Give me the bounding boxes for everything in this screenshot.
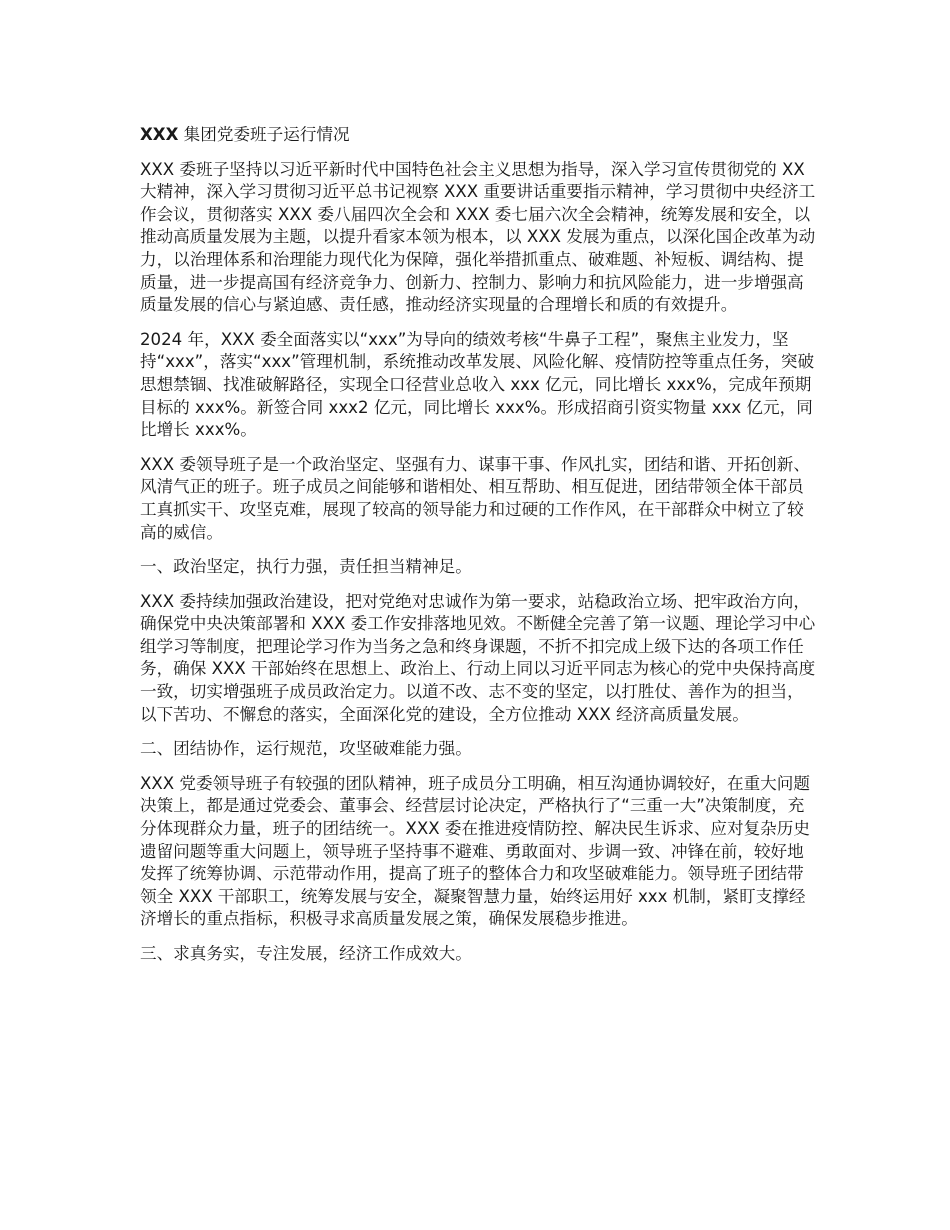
title-text: 集团党委班子运行情况 xyxy=(178,125,350,144)
document-title xyxy=(140,124,820,147)
paragraph-political: XXX 委持续加强政治建设，把对党绝对忠诚作为第一要求，站稳政治立场、把牢政治方向，确保党中央决策部署和 XXX 委工作安排落地见效。不断健全完善了第一议题、理论学习中心组学习等制度，把理论学习作为当务之急和终身课题，不折不扣完成上级下达的各项工作任务，确保 XXX 干部始终在思想上、政治上、行动上同以习近平同志为核心的党中央保持高度一致，切实增强班子成员政治定力。以道不改、志不变的坚定，以打胜仗、善作为的担当，以下苦功、不懈怠的落实，全面深化党的建设，全方位推动 XXX 经济高质量发展。 xyxy=(140,591,816,724)
section-heading-3: 三、求真务实，专注发展，经济工作成效大。 xyxy=(140,944,472,963)
paragraph-teamwork: XXX 党委领导班子有较强的团队精神，班子成员分工明确，相互沟通协调较好，在重大问题决策上，都是通过党委会、董事会、经营层讨论决定，严格执行了“三重一大”决策制度，充分体现群众力量，班子的团结统一。XXX 委在推进疫情防控、解决民生诉求、应对复杂历史遗留问题等重大问题上，领导班子坚持事不避难、勇敢面对、步调一致、冲锋在前，较好地发挥了统筹协调、示范带动作用，提高了班子的整体合力和攻坚破难能力。领导班子团结带领全 XXX 干部职工，统筹发展与安全，凝聚智慧力量，始终运用好 xxx 机制，紧盯支撑经济增长的重点指标，积极寻求高质量发展之策，确保发展稳步推进。 xyxy=(140,773,810,929)
section-heading-2: 二、团结协作，运行规范，攻坚破难能力强。 xyxy=(140,739,472,759)
paragraph-performance: 2024 年，XXX 委全面落实以“xxx”为导向的绩效考核“牛鼻子工程”，聚焦主业发力，坚持“xxx”，落实“xxx”管理机制，系统推动改革发展、风险化解、疫情防控等重点任务，突破思想禁锢、找准破解路径，实现全口径营业总收入 xxx 亿元，同比增长 xxx%，完成年预期目标的 xxx%。新签合同 xxx2 亿元，同比增长 xxx%。形成招商引资实物量 xxx 亿元，同比增长 xxx%。 xyxy=(140,329,815,440)
section-heading-1: 一、政治坚定，执行力强，责任担当精神足。 xyxy=(140,557,472,577)
document-body xyxy=(140,124,820,978)
title-prefix: XXX xyxy=(140,125,179,144)
paragraph-leadership: XXX 委领导班子是一个政治坚定、坚强有力、谋事干事、作风扎实，团结和谐、开拓创新、风清气正的班子。班子成员之间能够和谐相处、相互帮助、相互促进，团结带领全体干部员工真抓实干、攻坚克难，展现了较高的领导能力和过硬的工作作风，在干部群众中树立了较高的威信。 xyxy=(140,454,810,542)
paragraph-intro: XXX 委班子坚持以习近平新时代中国特色社会主义思想为指导，深入学习宣传贯彻党的 XX 大精神，深入学习贯彻习近平总书记视察 XXX 重要讲话重要指示精神，学习贯彻中央经济工作会议，贯彻落实 XXX 委八届四次全会和 XXX 委七届六次全会精神，统筹发展和安全，以推动高质量发展为主题，以提升看家本领为根本，以 XXX 发展为重点，以深化国企改革为动力，以治理体系和治理能力现代化为保障，强化举措抓重点、破难题、补短板、调结构、提质量，进一步提高国有经济竞争力、创新力、控制力、影响力和抗风险能力，进一步增强高质量发展的信心与紧迫感、责任感，推动经济实现量的合理增长和质的有效提升。 xyxy=(140,159,816,315)
